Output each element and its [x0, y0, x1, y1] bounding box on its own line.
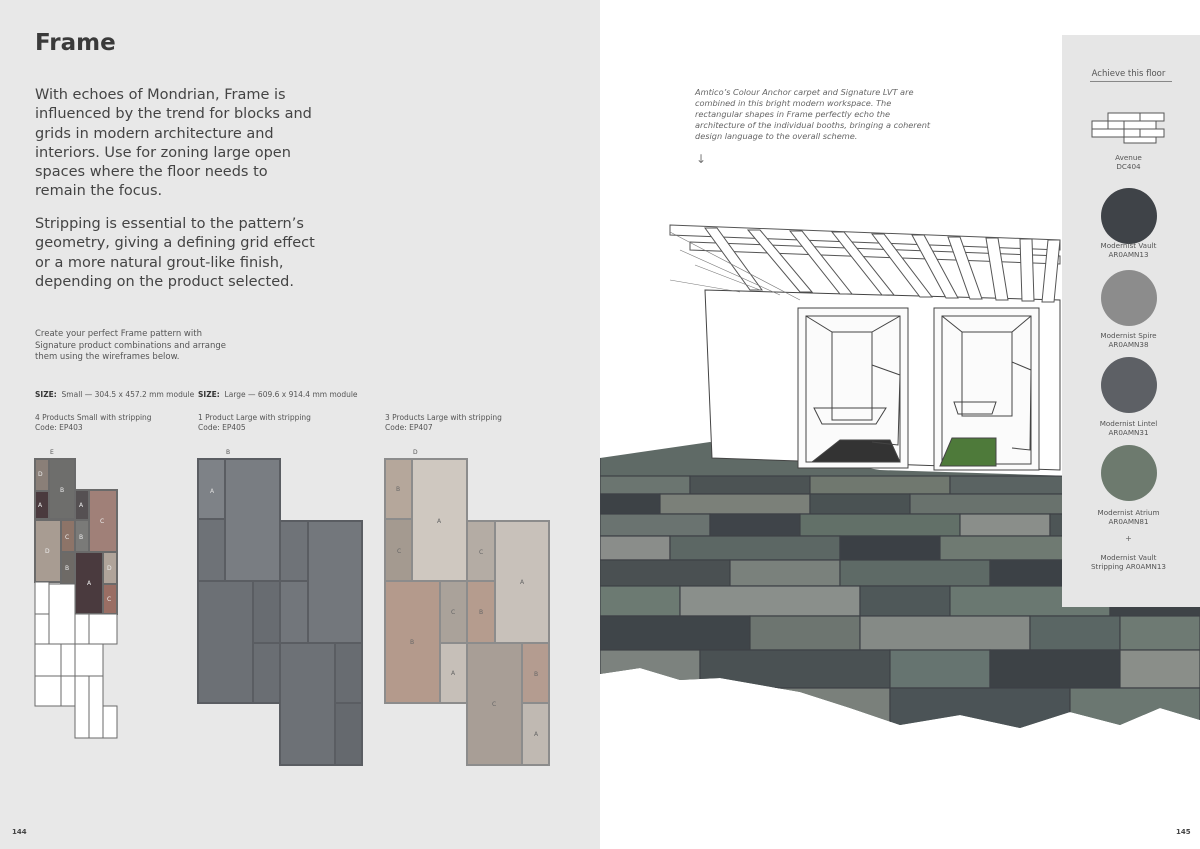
svg-text:A: A: [87, 580, 92, 587]
svg-text:D: D: [45, 548, 50, 555]
pattern-diagram-ep405: [193, 444, 368, 768]
pattern-label-ep407: [385, 413, 502, 432]
stripping-letter: B: [226, 449, 231, 456]
svg-text:C: C: [479, 549, 484, 556]
product-code: AR0AMN31: [1108, 428, 1149, 437]
svg-text:C: C: [397, 548, 402, 555]
intro-paragraph: With echoes of Mondrian, Frame is influenced by the trend for blocks and grids in modern architecture and interiors. Use for zoning large open spaces where the floor needs to remain the focus.: [35, 87, 312, 200]
svg-text:B: B: [410, 639, 415, 646]
stripping-code: Stripping AR0AMN13: [1091, 562, 1166, 571]
pattern-title: 3 Products Large with stripping: [385, 413, 502, 422]
svg-text:B: B: [65, 565, 70, 572]
svg-text:B: B: [396, 486, 401, 493]
product-label-stripping: [1062, 553, 1195, 571]
size-large: [198, 390, 358, 399]
plus-sign: +: [1125, 534, 1132, 543]
svg-text:D: D: [38, 471, 43, 478]
product-label-modernist-spire: [1062, 331, 1195, 349]
pattern-title: 1 Product Large with stripping: [198, 413, 311, 422]
swatch-modernist-lintel: [1101, 357, 1157, 413]
product-label-modernist-vault: [1062, 241, 1195, 259]
svg-text:A: A: [210, 488, 215, 495]
panel-divider: [1090, 81, 1172, 82]
size-small-value: Small — 304.5 x 457.2 mm module: [61, 390, 195, 399]
product-code: AR0AMN38: [1108, 340, 1149, 349]
stripping-letter: E: [50, 449, 54, 456]
page-number-left: 144: [12, 828, 27, 836]
pattern-code: Code: EP403: [35, 422, 83, 432]
svg-text:B: B: [479, 609, 484, 616]
right-page: [600, 0, 1200, 849]
svg-text:C: C: [492, 701, 497, 708]
product-code: DC404: [1116, 162, 1141, 171]
product-name: Modernist Vault: [1100, 241, 1157, 250]
svg-text:C: C: [100, 518, 105, 525]
pattern-title: 4 Products Small with stripping: [35, 413, 152, 422]
svg-text:D: D: [107, 565, 112, 572]
svg-text:B: B: [79, 534, 84, 541]
pattern-instructions: Create your perfect Frame pattern with Signature product combinations and arrange them using the wireframes below.: [35, 329, 226, 362]
svg-text:A: A: [38, 502, 43, 509]
product-name: Modernist Atrium: [1097, 508, 1160, 517]
swatch-modernist-atrium: [1101, 445, 1157, 501]
svg-text:A: A: [79, 502, 84, 509]
swatch-modernist-spire: [1101, 270, 1157, 326]
svg-text:C: C: [65, 534, 70, 541]
product-label-avenue: [1062, 153, 1195, 171]
size-small: [35, 390, 194, 399]
swatch-modernist-vault: [1101, 188, 1157, 244]
product-name: Modernist Lintel: [1099, 419, 1158, 428]
svg-text:A: A: [437, 518, 442, 525]
arrow-down-icon: ↓: [696, 152, 707, 166]
svg-text:A: A: [451, 670, 456, 677]
size-small-label: SIZE:: [35, 390, 57, 399]
product-label-modernist-lintel: [1062, 419, 1195, 437]
achieve-floor-panel: [1062, 35, 1200, 607]
product-code: AR0AMN81: [1108, 517, 1149, 526]
svg-text:B: B: [534, 671, 539, 678]
pattern-code: Code: EP407: [385, 422, 433, 432]
svg-text:C: C: [107, 596, 112, 603]
size-large-value: Large — 609.6 x 914.4 mm module: [224, 390, 358, 399]
stripping-paragraph: Stripping is essential to the pattern’s geometry, giving a defining grid effect or a more natural grout-like finish, depending on the product selected.: [35, 216, 315, 290]
product-name: Modernist Spire: [1100, 331, 1157, 340]
product-name: Avenue: [1115, 153, 1142, 162]
svg-text:A: A: [520, 579, 525, 586]
image-caption: Amtico’s Colour Anchor carpet and Signature LVT are combined in this bright modern workspace. The rectangular shapes in Frame perfectly echo the architecture of the individual booths, bringing a coherent design language to the overall scheme.: [695, 87, 931, 141]
pattern-diagram-ep407: [380, 444, 555, 768]
avenue-pattern-icon: [1088, 107, 1168, 147]
product-code: AR0AMN13: [1108, 250, 1149, 259]
stripping-letter: D: [413, 449, 418, 456]
svg-text:C: C: [451, 609, 456, 616]
pattern-label-ep403: [35, 413, 152, 432]
pattern-label-ep405: [198, 413, 311, 432]
page-number-right: 145: [1176, 828, 1191, 836]
svg-text:A: A: [534, 731, 539, 738]
svg-text:B: B: [60, 487, 65, 494]
size-large-label: SIZE:: [198, 390, 220, 399]
product-label-modernist-atrium: [1062, 508, 1195, 526]
pattern-code: Code: EP405: [198, 422, 246, 432]
page-title: Frame: [35, 30, 116, 56]
booth-structure: [705, 290, 1060, 470]
pattern-diagram-ep403: [30, 444, 125, 742]
stripping-name: Modernist Vault: [1100, 553, 1157, 562]
panel-title: Achieve this floor: [1091, 69, 1166, 79]
